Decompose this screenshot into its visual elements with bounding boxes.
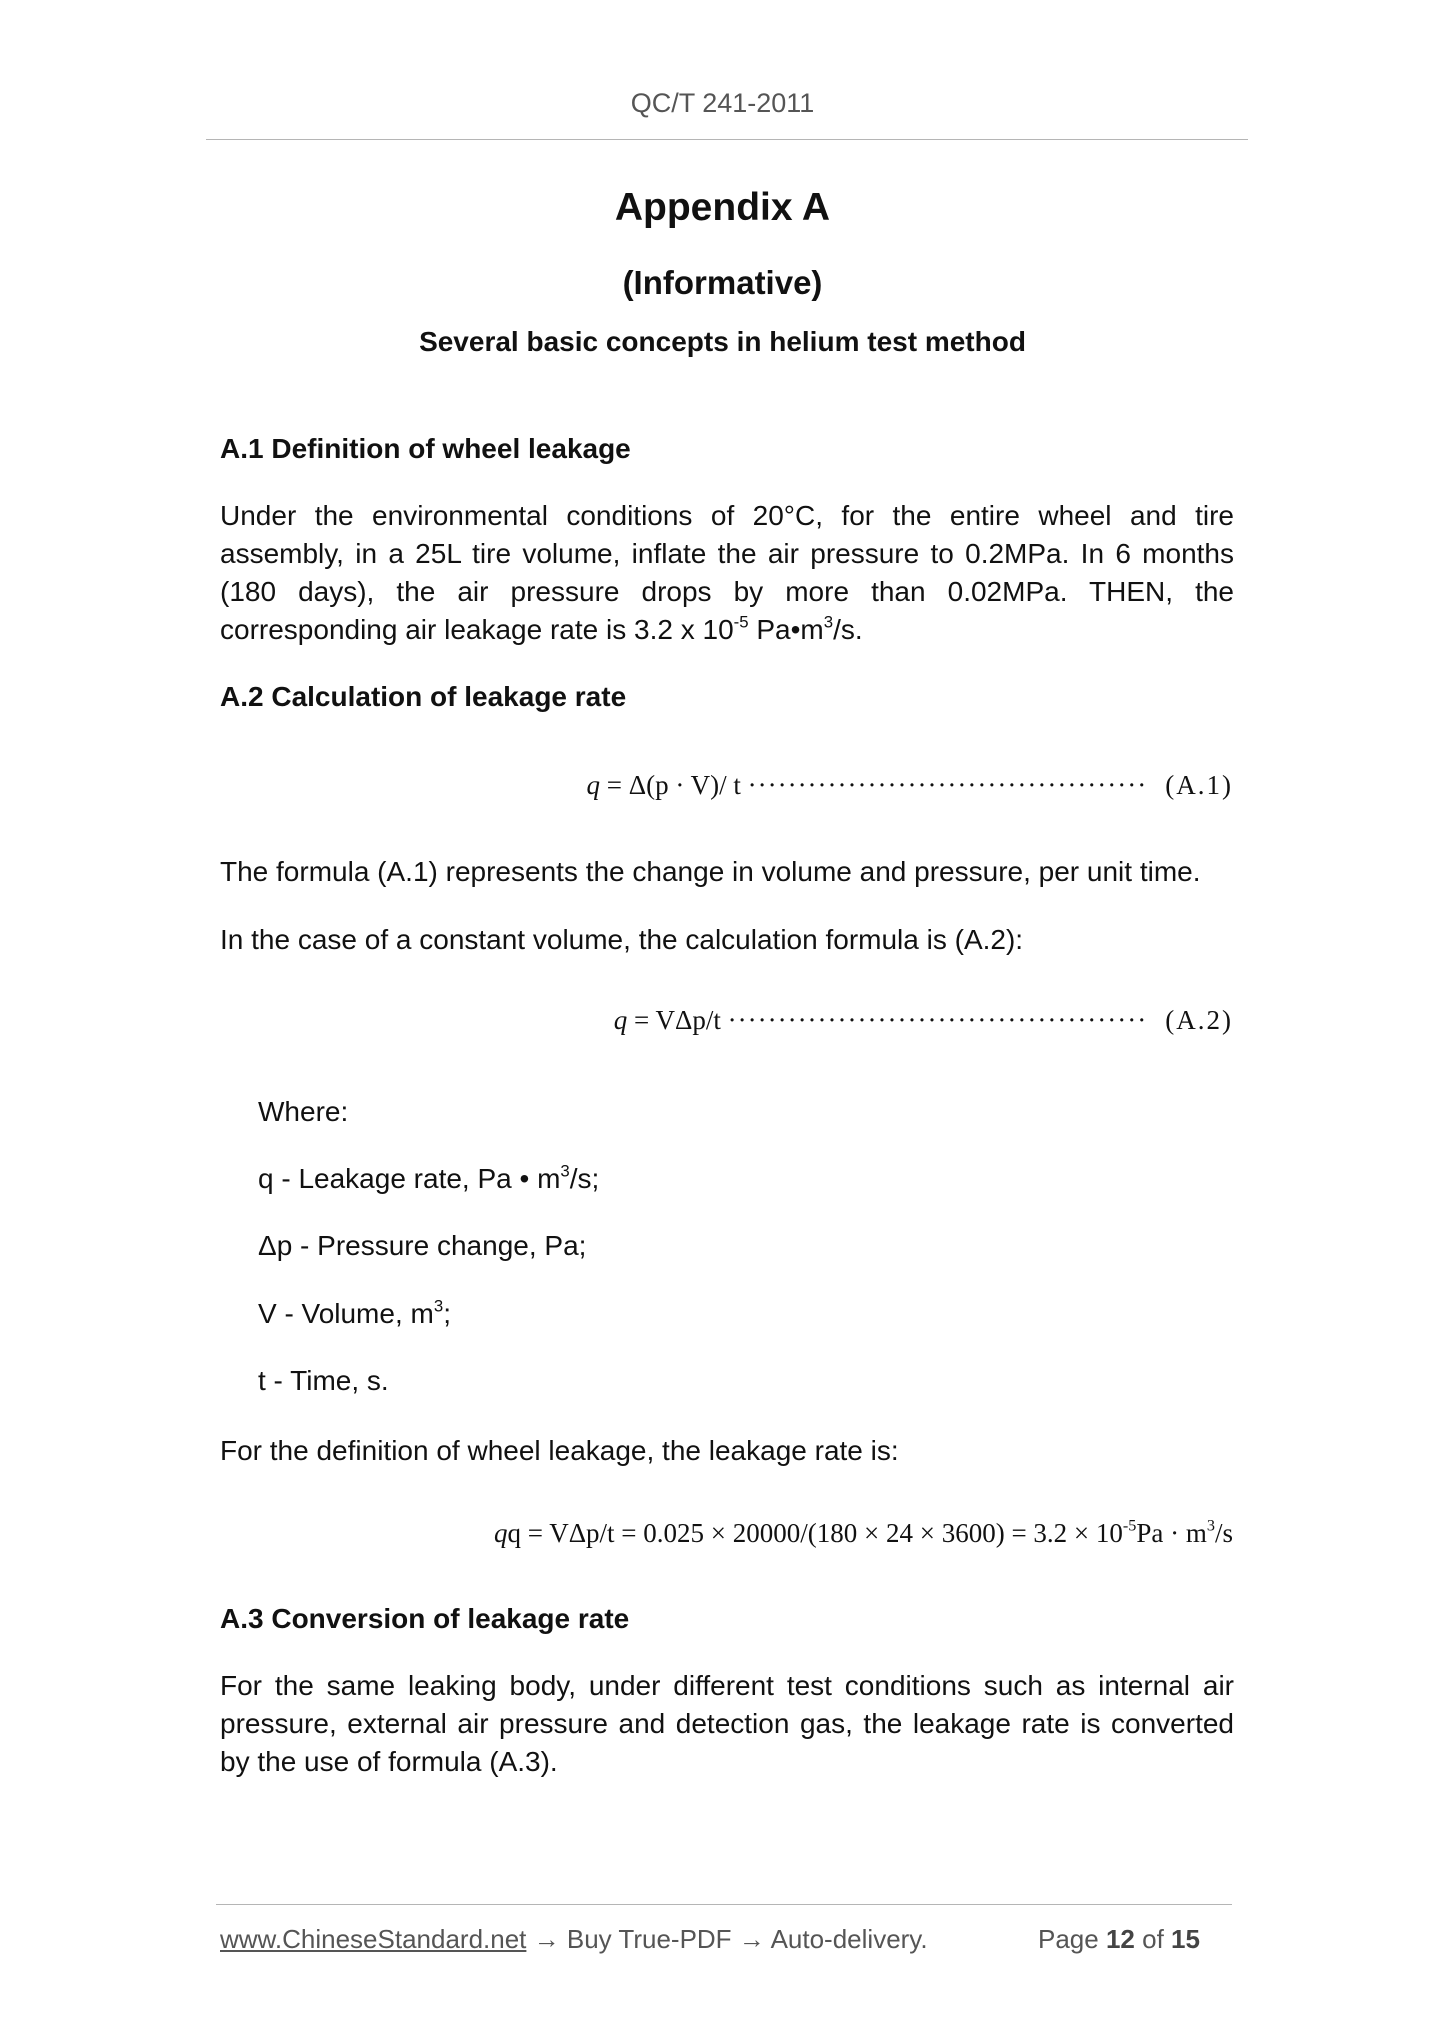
text-run: ; bbox=[443, 1298, 451, 1329]
footer-rule bbox=[216, 1904, 1232, 1905]
variable-q bbox=[258, 1163, 599, 1195]
superscript: 3 bbox=[433, 1296, 444, 1316]
variable-v bbox=[258, 1298, 451, 1330]
formula-leader-dots: ········································ bbox=[747, 770, 1148, 800]
formula-expression: = VΔp/t bbox=[627, 1005, 728, 1035]
page-of-label: of bbox=[1142, 1924, 1164, 1954]
section-a2-para3: For the definition of wheel leakage, the leakage rate is: bbox=[220, 1435, 899, 1466]
paragraph-line: pressure, external air pressure and detection gas, the leakage rate is converted bbox=[220, 1708, 1234, 1739]
section-a1-paragraph bbox=[220, 497, 1234, 649]
appendix-type: (Informative) bbox=[622, 264, 823, 301]
text-run: /s; bbox=[569, 1163, 600, 1194]
formula-unit: Pa · m bbox=[1136, 1518, 1207, 1548]
paragraph-line: For the same leaking body, under different test conditions such as internal air bbox=[220, 1670, 1234, 1701]
page-indicator bbox=[1038, 1924, 1200, 1955]
section-a3-heading: A.3 Conversion of leakage rate bbox=[220, 1603, 630, 1634]
formula-variable: q bbox=[613, 1005, 628, 1035]
formula-variable: q bbox=[586, 770, 601, 800]
paragraph-line: (180 days), the air pressure drops by more than 0.02MPa. THEN, the bbox=[220, 576, 1234, 607]
formula-a3-calculation bbox=[494, 1518, 1233, 1549]
formula-variable: q bbox=[493, 1518, 508, 1548]
variable-t: t - Time, s. bbox=[258, 1365, 389, 1396]
superscript: 3 bbox=[560, 1161, 570, 1181]
appendix-title: Appendix A bbox=[614, 186, 831, 229]
footer-promo bbox=[220, 1924, 928, 1955]
where-label: Where: bbox=[258, 1096, 349, 1127]
website-link[interactable]: www.ChineseStandard.net bbox=[220, 1924, 527, 1954]
superscript: -5 bbox=[1122, 1516, 1137, 1535]
text-run: /s. bbox=[833, 614, 863, 645]
page-total: 15 bbox=[1171, 1924, 1200, 1954]
paragraph-line bbox=[220, 611, 1234, 649]
formula-leader-dots: ·········································· bbox=[727, 1005, 1148, 1035]
text-run: V - Volume, m bbox=[258, 1298, 434, 1329]
text-run: q - Leakage rate, Pa • m bbox=[258, 1163, 561, 1194]
section-a2-heading: A.2 Calculation of leakage rate bbox=[220, 681, 627, 712]
superscript: 3 bbox=[823, 612, 834, 632]
superscript: 3 bbox=[1206, 1516, 1215, 1535]
superscript: -5 bbox=[733, 612, 749, 632]
paragraph-line: by the use of formula (A.3). bbox=[220, 1746, 558, 1777]
formula-a1 bbox=[587, 770, 1233, 801]
equation-number: (A.2) bbox=[1165, 1005, 1233, 1035]
variable-dp: Δp - Pressure change, Pa; bbox=[258, 1230, 587, 1261]
formula-a2 bbox=[614, 1005, 1233, 1036]
text-run: corresponding air leakage rate is 3.2 x 10 bbox=[220, 614, 734, 645]
page-label: Page bbox=[1038, 1924, 1099, 1954]
page-current: 12 bbox=[1105, 1924, 1135, 1954]
formula-expression: q = VΔp/t = 0.025 × 20000/(180 × 24 × 3600) = 3.2 × 10 bbox=[507, 1518, 1123, 1548]
header-rule bbox=[206, 139, 1248, 140]
paragraph-line: Under the environmental conditions of 20°C, for the entire wheel and tire bbox=[220, 500, 1234, 531]
formula-unit: /s bbox=[1214, 1518, 1233, 1548]
header-doc-id: QC/T 241-2011 bbox=[630, 88, 815, 118]
appendix-subtitle: Several basic concepts in helium test method bbox=[419, 326, 1026, 357]
text-run: Pa•m bbox=[748, 614, 824, 645]
section-a3-paragraph bbox=[220, 1667, 1234, 1781]
section-a2-para2: In the case of a constant volume, the calculation formula is (A.2): bbox=[220, 924, 1024, 955]
paragraph-line: assembly, in a 25L tire volume, inflate the air pressure to 0.2MPa. In 6 months bbox=[220, 538, 1234, 569]
formula-expression: = Δ(p · V)/ t bbox=[600, 770, 748, 800]
promo-text: → Buy True-PDF → Auto-delivery. bbox=[526, 1924, 928, 1954]
section-a2-para1: The formula (A.1) represents the change in volume and pressure, per unit time. bbox=[220, 856, 1201, 887]
section-a1-heading: A.1 Definition of wheel leakage bbox=[220, 433, 631, 464]
equation-number: (A.1) bbox=[1165, 770, 1233, 800]
